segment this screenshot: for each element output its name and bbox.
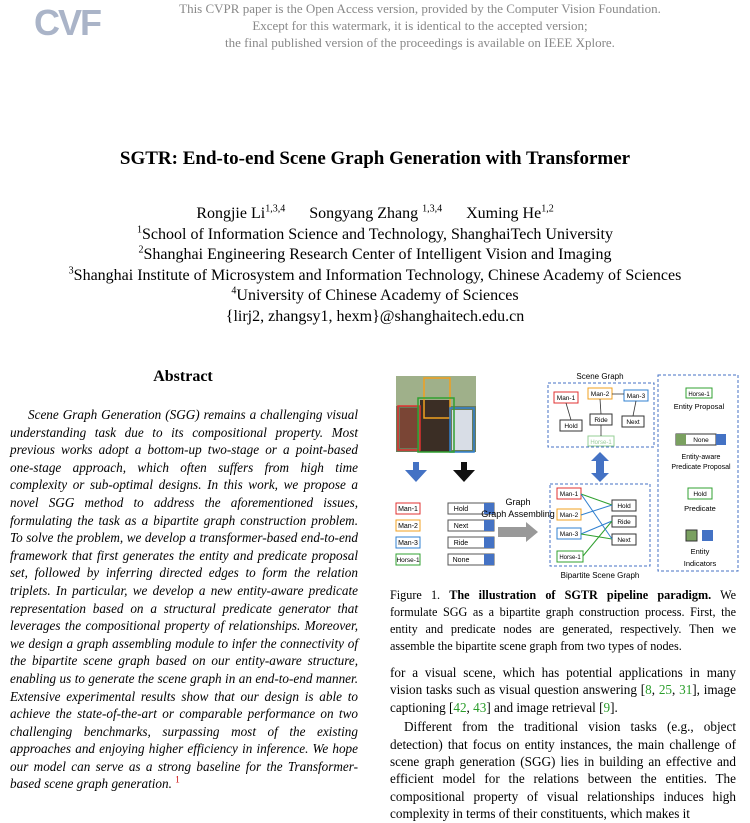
affiliation-3 bbox=[0, 266, 750, 287]
affiliation-1 bbox=[0, 225, 750, 246]
bp-hold: Hold bbox=[617, 503, 631, 510]
p1-c: ] and image retrieval [ bbox=[486, 699, 604, 715]
author-1-sup: 1,3,4 bbox=[265, 203, 286, 215]
scene-photo bbox=[396, 376, 476, 452]
p1-d: ]. bbox=[610, 699, 618, 715]
author-2-sup: 1,3,4 bbox=[422, 203, 443, 215]
body-paragraph-2: Different from the traditional vision tasks (e.g., object detection) that focus on entity instances, the main challenge of scene graph generation (SGG) lies in building an effective and efficient model for the relations between the entities. The compositional property of visual relationships induces high complexity in terms of their constituents, which makes it bbox=[390, 719, 736, 822]
entity-horse1: Horse-1 bbox=[396, 557, 420, 564]
down-arrow-black bbox=[453, 462, 475, 482]
cvf-logo: CVF bbox=[34, 2, 100, 43]
entity-man1: Man-1 bbox=[398, 506, 418, 513]
aff-3-sup: 3 bbox=[68, 265, 74, 277]
pred-next: Next bbox=[453, 523, 469, 530]
sg-man1: Man-1 bbox=[556, 395, 576, 402]
author-2: Songyang Zhang bbox=[309, 205, 419, 222]
paper-title: SGTR: End-to-end Scene Graph Generation with Transformer bbox=[119, 148, 631, 169]
email: {lirj2, zhangsy1, hexm}@shanghaitech.edu.cn bbox=[225, 307, 525, 325]
body-text bbox=[390, 664, 736, 823]
affiliation-2 bbox=[0, 245, 750, 266]
sg-man2: Man-2 bbox=[590, 391, 610, 398]
aff-1-text: School of Information Science and Technology, ShanghaiTech University bbox=[142, 225, 613, 243]
entity-man3: Man-3 bbox=[398, 540, 418, 547]
abstract-heading: Abstract bbox=[153, 368, 213, 385]
legend-indicator-label-1: Entity bbox=[690, 547, 710, 556]
caption-bold: The illustration of SGTR pipeline paradigm. bbox=[449, 588, 712, 602]
bp-man1: Man-1 bbox=[559, 491, 579, 498]
aff-2-sup: 2 bbox=[138, 244, 144, 256]
p1-b: ], image captioning [ bbox=[390, 682, 736, 715]
legend-hold-sample: Hold bbox=[693, 491, 707, 498]
graph-assembling-label-1: Graph bbox=[505, 497, 531, 507]
caption-rest: We formulate SGG as a bipartite graph construction process. First, the entity and predicate nodes are generated, respectively. Then we assemble the bipartite scene graph from two types of nodes. bbox=[390, 588, 737, 653]
body-paragraph-1: for a visual scene, which has potential applications in many vision tasks such as visual question answering [8, 25, 31], image captioning [42, 43] and image retrieval [9]. bbox=[390, 665, 736, 715]
aff-4-sup: 4 bbox=[231, 285, 237, 297]
sg-next: Next bbox=[626, 419, 640, 426]
legend-hold-label: Predicate bbox=[684, 504, 716, 513]
cite-31[interactable]: 31 bbox=[679, 682, 693, 698]
aff-4-text: University of Chinese Academy of Sciences bbox=[236, 287, 519, 304]
pred-hold: Hold bbox=[453, 506, 469, 513]
down-arrow-blue bbox=[405, 462, 427, 482]
graph-assembling-label: Graph Assembling bbox=[481, 509, 555, 519]
pred-ride: Ride bbox=[453, 540, 469, 547]
watermark bbox=[0, 0, 750, 51]
footnote-mark[interactable]: 1 bbox=[175, 775, 180, 786]
sg-ride: Ride bbox=[594, 417, 608, 424]
legend-entity-label: Entity Proposal bbox=[673, 402, 725, 411]
legend-entity-sample: Horse-1 bbox=[688, 392, 710, 398]
legend-pred-sample: None bbox=[693, 437, 709, 444]
bipartite-label: Bipartite Scene Graph bbox=[560, 571, 640, 580]
legend-pred-label-1: Entity-aware bbox=[681, 454, 721, 461]
author-3-sup: 1,2 bbox=[541, 203, 554, 215]
pred-none: None bbox=[452, 557, 470, 564]
cite-43[interactable]: 43 bbox=[473, 699, 487, 715]
entity-man2: Man-2 bbox=[398, 523, 418, 530]
legend-pred-label: Predicate Proposal bbox=[671, 464, 731, 471]
abstract-text bbox=[10, 406, 358, 793]
cite-42[interactable]: 42 bbox=[453, 699, 467, 715]
sg-horse: Horse-1 bbox=[590, 440, 612, 446]
author-names bbox=[0, 204, 750, 225]
p1-a: for a visual scene, which has potential applications in many vision tasks such as visual question answering [ bbox=[390, 665, 736, 698]
bp-horse1: Horse-1 bbox=[559, 555, 581, 561]
watermark-line-2: Except for this watermark, it is identical to the accepted version; bbox=[252, 18, 588, 33]
bp-man3: Man-3 bbox=[559, 531, 579, 538]
assembling-arrow bbox=[498, 522, 538, 542]
author-3: Xuming He bbox=[466, 205, 542, 222]
cite-9[interactable]: 9 bbox=[603, 699, 611, 715]
sg-man3: Man-3 bbox=[626, 393, 646, 400]
sg-hold: Hold bbox=[564, 423, 578, 430]
figure-caption bbox=[390, 587, 736, 655]
bp-man2: Man-2 bbox=[559, 512, 579, 519]
author-1: Rongjie Li bbox=[196, 205, 266, 222]
bp-next: Next bbox=[617, 537, 631, 544]
aff-3-text: Shanghai Institute of Microsystem and Information Technology, Chinese Academy of Sciences bbox=[73, 266, 682, 284]
watermark-line-1: This CVPR paper is the Open Access version, provided by the Computer Vision Foundation. bbox=[179, 1, 661, 16]
aff-2-text: Shanghai Engineering Research Center of Intelligent Vision and Imaging bbox=[143, 246, 612, 263]
figure-1 bbox=[390, 370, 740, 582]
cite-8[interactable]: 8 bbox=[645, 682, 652, 698]
scene-graph-label: Scene Graph bbox=[576, 372, 624, 381]
caption-prefix: Figure 1. bbox=[390, 588, 441, 602]
entity-proposals bbox=[396, 503, 420, 565]
affiliation-4 bbox=[0, 286, 750, 307]
bidirectional-arrow bbox=[591, 452, 609, 482]
author-block bbox=[0, 204, 750, 327]
aff-1-sup: 1 bbox=[137, 224, 142, 236]
bp-ride: Ride bbox=[617, 519, 631, 526]
cite-25[interactable]: 25 bbox=[658, 682, 672, 698]
watermark-line-3: the final published version of the proceedings is available on IEEE Xplore. bbox=[225, 35, 615, 50]
legend-indicator-label: Indicators bbox=[683, 559, 717, 568]
abstract-body: Scene Graph Generation (SGG) remains a challenging visual understanding task due to its compositional property. Most previous works adopt a bottom-up two-stage or a point-based one-stage approach, which often suffers from high time complexity or sub-optimal designs. In this work, we propose a novel SGG method to address the aforementioned issues, formulating the task as a bipartite graph construction problem. To solve the problem, we develop a transformer-based end-to-end framework that first generates the entity and predicate proposal set, followed by inferring directed edges to form the relation triplets. In particular, we develop a new entity-aware predicate representation based on a structural predicate generator that leverages the compositional property of relationships. Moreover, we design a graph assembling module to infer the connectivity of the bipartite scene graph based on our entity-aware structure, enabling us to generate the scene graph in an end-to-end manner. Extensive experimental results show that our design is able to achieve the state-of-the-art or comparable performance on two challenging benchmarks, surpassing most of the existing approaches and enjoying higher efficiency in inference. We hope our model can serve as a strong baseline for the Transformer-based scene graph generation. bbox=[10, 407, 358, 792]
